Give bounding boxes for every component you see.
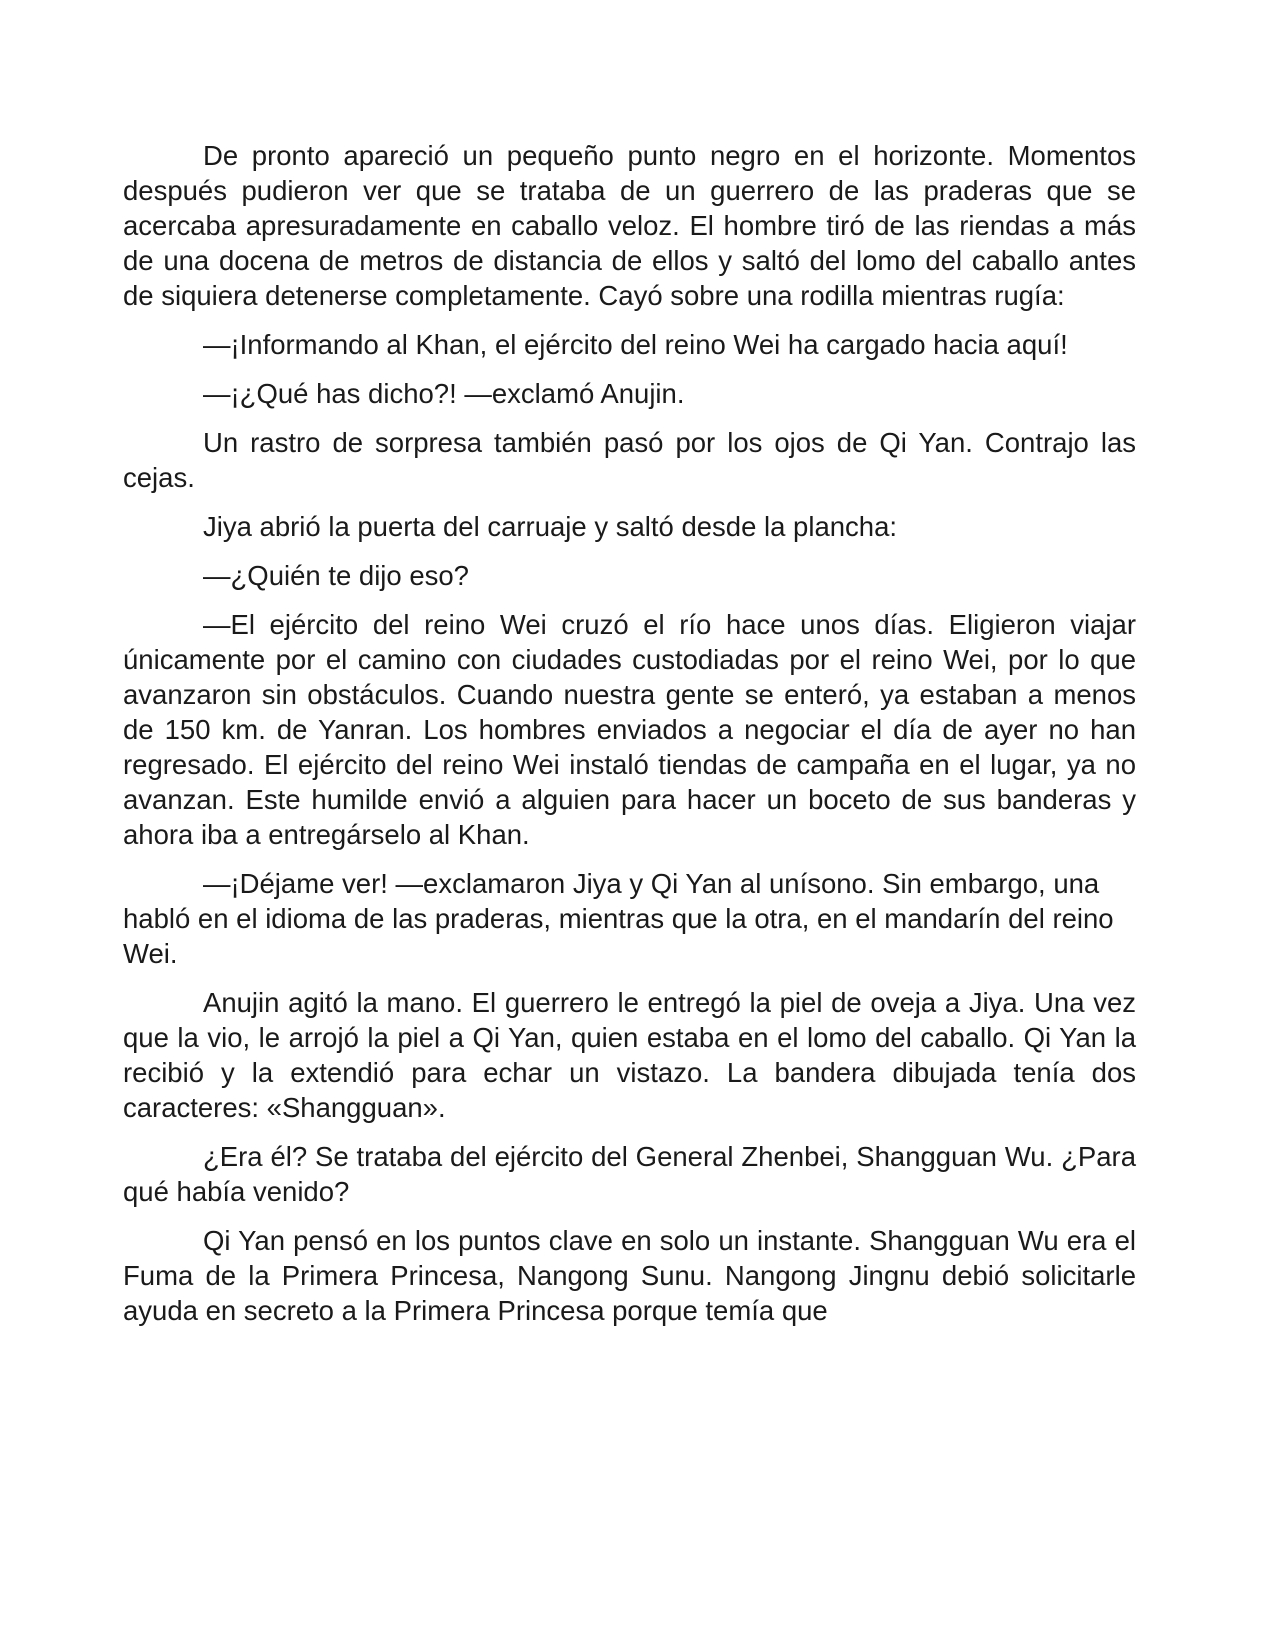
paragraph-10: ¿Era él? Se trataba del ejército del General Zhenbei, Shangguan Wu. ¿Para qué había venido? — [123, 1141, 1136, 1207]
paragraph-4: Un rastro de sorpresa también pasó por los ojos de Qi Yan. Contrajo las cejas. — [123, 427, 1136, 493]
paragraph-5: Jiya abrió la puerta del carruaje y saltó desde la plancha: — [203, 511, 898, 542]
paragraph-1: De pronto apareció un pequeño punto negro en el horizonte. Momentos después pudieron ver que se trataba de un guerrero de las praderas que se acercaba apresuradamente en caballo veloz. El hombre tiró de las riendas a más de una docena de metros de distancia de ellos y saltó del lomo del caballo antes de siquiera detenerse completamente. Cayó sobre una rodilla mientras rugía: — [123, 140, 1136, 311]
paragraph-11: Qi Yan pensó en los puntos clave en solo un instante. Shangguan Wu era el Fuma de la Primera Princesa, Nangong Sunu. Nangong Jingnu debió solicitarle ayuda en secreto a la Primera Princesa porque temía que — [123, 1225, 1136, 1326]
paragraph-7: —El ejército del reino Wei cruzó el río hace unos días. Eligieron viajar únicamente por el camino con ciudades custodiadas por el reino Wei, por lo que avanzaron sin obstáculos. Cuando nuestra gente se enteró, ya estaban a menos de 150 km. de Yanran. Los hombres enviados a negociar el día de ayer no han regresado. El ejército del reino Wei instaló tiendas de campaña en el lugar, ya no avanzan. Este humilde envió a alguien para hacer un boceto de sus banderas y ahora iba a entregárselo al Khan. — [123, 609, 1136, 850]
paragraph-2: —¡Informando al Khan, el ejército del reino Wei ha cargado hacia aquí! — [203, 329, 1068, 360]
paragraph-9: Anujin agitó la mano. El guerrero le entregó la piel de oveja a Jiya. Una vez que la vio, le arrojó la piel a Qi Yan, quien estaba en el lomo del caballo. Qi Yan la recibió y la extendió para echar un vistazo. La bandera dibujada tenía dos caracteres: «Shangguan». — [123, 987, 1136, 1123]
paragraph-6: —¿Quién te dijo eso? — [203, 560, 469, 591]
paragraph-8: —¡Déjame ver! —exclamaron Jiya y Qi Yan al unísono. Sin embargo, una habló en el idioma de las praderas, mientras que la otra, en el mandarín del reino Wei. — [123, 868, 1114, 969]
paragraph-3: —¡¿Qué has dicho?! —exclamó Anujin. — [203, 378, 685, 409]
document-page — [123, 138, 1136, 1342]
